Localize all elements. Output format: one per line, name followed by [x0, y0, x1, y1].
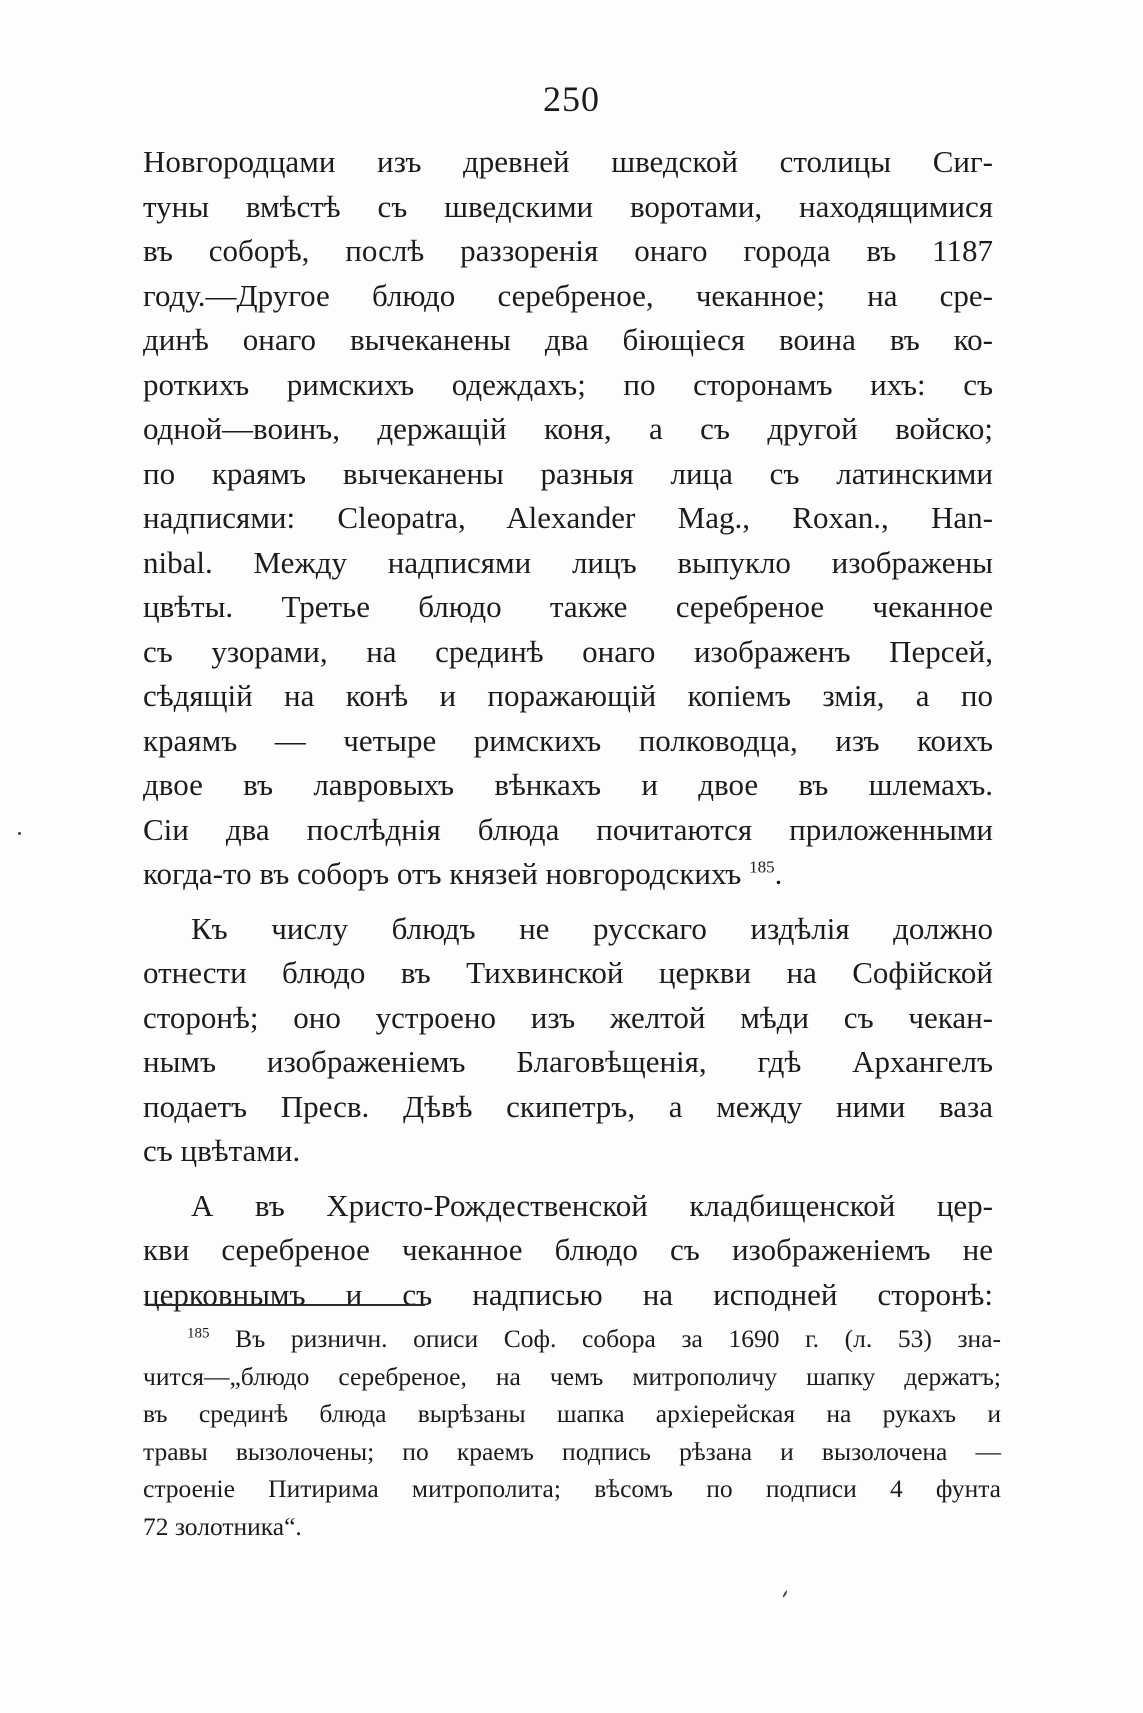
text-line: роткихъ римскихъ одеждахъ; по сторонамъ ихъ: съ: [143, 366, 993, 402]
scan-speck: [18, 832, 21, 835]
text-line: съ цвѣтами.: [143, 1133, 301, 1168]
text-line: когда-то въ соборъ отъ князей новгородскихъ: [143, 856, 742, 891]
text-line: кви серебреное чеканное блюдо съ изображеніемъ не: [143, 1232, 993, 1267]
text-line: церковнымъ и съ надписью на исподней сторонѣ:: [143, 1276, 993, 1312]
text-line-with-footnote-ref: когда-то въ соборъ отъ князей новгородскихъ $^{185}$.: [143, 856, 783, 891]
text-line: году.—Другое блюдо серебреное, чеканное; на сре-: [143, 277, 993, 313]
text-line: двое въ лавровыхъ вѣнкахъ и двое въ шлемахъ.: [143, 767, 993, 802]
text-line: Къ числу блюдъ не русскаго издѣлія должно: [191, 910, 993, 946]
main-text: [143, 140, 993, 1317]
footnote-mark: 185: [187, 1325, 210, 1342]
text-line: Новгородцами изъ древней шведской столицы Сиг-: [143, 144, 993, 179]
text-line: по краямъ вычеканены разныя лица съ латинскими: [143, 455, 993, 491]
footnote-reference[interactable]: 185: [749, 857, 775, 877]
footnote-line: травы вызолочены; по краемъ подпись рѣзана и вызолочена —: [143, 1436, 1001, 1466]
text-line: сторонѣ; оно устроено изъ желтой мѣди съ чекан-: [143, 999, 993, 1035]
footnote-line: чится—„блюдо серебреное, на чемъ митрополичу шапку держатъ;: [143, 1361, 1001, 1391]
text-line: А въ Христо-Рождественской кладбищенской цер-: [191, 1187, 993, 1223]
footnote-line: въ срединѣ блюда вырѣзаны шапка архіерейская на рукахъ и: [143, 1399, 1001, 1428]
text-line: нымъ изображеніемъ Благовѣщенія, гдѣ Архангелъ: [143, 1044, 993, 1079]
text-line: nibal. Между надписями лицъ выпукло изображены: [143, 544, 993, 580]
text-line: съ узорами, на срединѣ онаго изображенъ Персей,: [143, 633, 993, 669]
text-line: Сіи два послѣднія блюда почитаются приложенными: [143, 811, 993, 847]
footnote-line: 72 золотника“.: [143, 1511, 302, 1541]
text-line: надписями: Cleopatra, Alexander Mag., Roxan., Han-: [143, 500, 993, 535]
text-line: сѣдящій на конѣ и поражающій копіемъ змія, а по: [143, 678, 993, 713]
text-line: одной—воинъ, держащій коня, а съ другой войско;: [143, 411, 993, 446]
text-line: отнести блюдо въ Тихвинской церкви на Софійской: [143, 955, 993, 990]
text-line: туны вмѣстѣ съ шведскими воротами, находящимися: [143, 188, 993, 224]
text-line: въ соборѣ, послѣ раззоренія онаго города въ 1187: [143, 233, 993, 268]
footnote-divider: [145, 1304, 425, 1306]
scan-speck: [782, 1590, 788, 1598]
footnote-line: строеніе Питирима митрополита; вѣсомъ по подписи 4 фунта: [143, 1474, 1001, 1503]
footnote-text: Въ ризничн. описи Соф. собора за 1690 г. (л. 53) зна-: [235, 1324, 1001, 1353]
text-line: динѣ онаго вычеканены два біющіеся воина въ ко-: [143, 322, 993, 357]
page-number: 250: [543, 79, 600, 119]
footnote-line: [143, 1320, 1001, 1358]
text-line: подаетъ Пресв. Дѣвѣ скипетръ, а между ними ваза: [143, 1088, 993, 1124]
footnote: [143, 1320, 1001, 1545]
text-line: краямъ — четыре римскихъ полководца, изъ коихъ: [143, 722, 993, 758]
text-line: цвѣты. Третье блюдо также серебреное чеканное: [143, 589, 993, 624]
